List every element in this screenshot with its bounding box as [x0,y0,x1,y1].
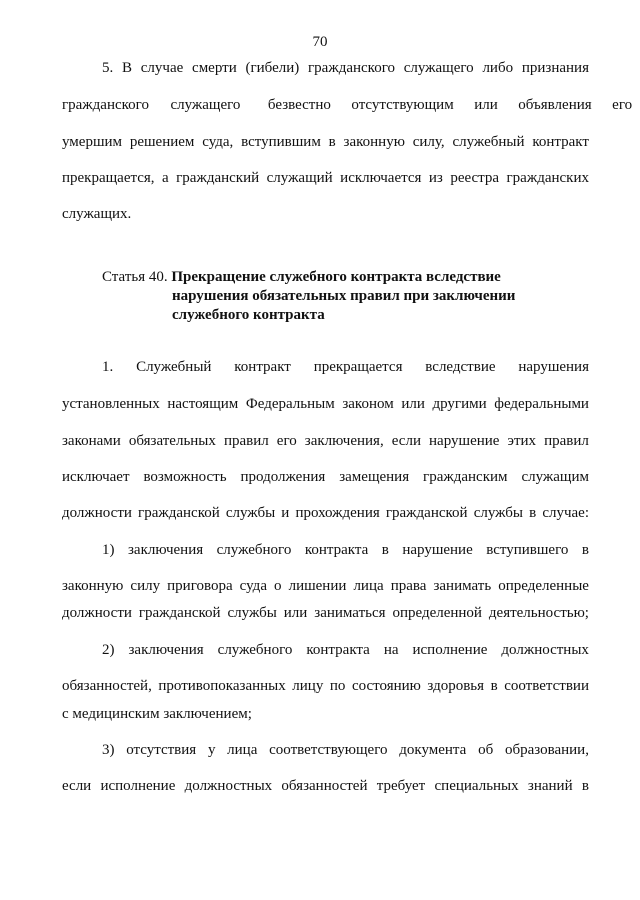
word: обязательных [128,433,216,449]
word: служащим [521,469,589,485]
text-line [62,776,589,796]
word: лица [353,578,384,594]
word: случае: [542,505,589,521]
word: этих [507,433,537,449]
word: умершим [62,134,123,150]
word: возможность [143,469,227,485]
word: гражданский [176,170,260,186]
word: признания [521,60,589,76]
word: на [383,642,399,658]
text-line [62,394,589,414]
text-line [62,603,589,623]
article-heading [102,268,501,287]
word: 1) [102,542,115,558]
word: по [329,678,346,694]
text-line [102,540,589,560]
word: в [529,505,537,521]
word: определенной [392,605,482,621]
word: соответствии [504,678,589,694]
word: либо [482,60,514,76]
word: продолжения [240,469,326,485]
word: противопоказанных [158,678,286,694]
word: отсутствующим [351,97,454,113]
word: другими [432,396,487,412]
word: силу [130,578,161,594]
word: суда, [202,134,234,150]
word: соответствующего [269,742,388,758]
text-line: с медицинским заключением; [62,706,252,722]
word: гражданских [506,170,589,186]
word: службы [473,505,524,521]
word: если [62,778,92,794]
word: нарушение [429,433,500,449]
word: или [283,605,308,621]
word: у [207,742,216,758]
word: должностных [501,642,589,658]
word: в [328,134,336,150]
word: В [122,60,133,76]
word: законами [62,433,121,449]
word: заключения [128,642,204,658]
article-title-line: Прекращение служебного контракта вследствие [171,269,501,285]
word: лицу [292,678,324,694]
word: службы [225,505,276,521]
word: гражданской [138,605,221,621]
word: (гибели) [245,60,300,76]
text-line [62,132,589,152]
word: деятельностью; [488,605,589,621]
word: исполнение [412,642,488,658]
word: знаний [527,778,573,794]
word: гражданского [308,60,395,76]
word: заниматься [314,605,386,621]
word: Служебный [136,359,212,375]
word: служащий [266,170,333,186]
word: 2) [102,642,115,658]
word: лица [227,742,258,758]
text-line [62,95,633,115]
word: случае [140,60,184,76]
word: установленных [62,396,160,412]
page-number: 70 [312,34,328,50]
article-label: Статья 40. [102,269,168,285]
word: 5. [102,60,114,76]
word: о [274,578,282,594]
word: правил [544,433,589,449]
word: суда [239,578,267,594]
word: или [401,396,425,412]
word: нарушение [402,542,473,558]
word: лишении [288,578,347,594]
word: а [162,170,169,186]
word: гражданской [138,505,220,521]
word: заключения, [304,433,384,449]
word: контракт [234,359,291,375]
text-line [62,467,589,487]
text-line [62,576,589,596]
word: служащего [403,60,474,76]
word: его [276,433,297,449]
word: должностных [184,778,273,794]
word: служебного [217,642,293,658]
word: служебный [452,134,525,150]
word: должности [62,605,132,621]
word: обязанностей [281,778,368,794]
word: контракта [306,642,370,658]
text-line [62,503,589,523]
word: силу, [412,134,445,150]
word: здоровья [427,678,485,694]
word: правил [223,433,269,449]
word: документа [399,742,467,758]
text-line: служащих. [62,206,132,222]
word: в [581,778,589,794]
word: обязанностей, [62,678,152,694]
word: если [391,433,421,449]
text-line [102,58,589,78]
text-line [102,357,589,377]
word: замещения [339,469,410,485]
word: безвестно [267,97,331,113]
word: в [381,542,389,558]
word: 1. [102,359,114,375]
word: гражданского [62,97,149,113]
word: права [390,578,427,594]
word: состоянию [351,678,421,694]
word: должности [62,505,132,521]
word: в [490,678,498,694]
word: исполнение [100,778,176,794]
word: его [612,97,633,113]
word: гражданской [385,505,468,521]
article-title-line: служебного контракта [172,307,325,323]
word: из [428,170,443,186]
text-line [102,740,589,760]
word: и [281,505,290,521]
word: законом [342,396,394,412]
word: отсутствия [126,742,197,758]
word: вследствие [425,359,496,375]
word: 3) [102,742,115,758]
word: Федеральным [245,396,335,412]
word: исключается [340,170,422,186]
text-line [62,431,589,451]
text-line [62,676,589,696]
word: занимать [433,578,492,594]
word: образовании, [504,742,589,758]
word: реестра [450,170,500,186]
word: смерти [192,60,237,76]
word: об [478,742,494,758]
word: прекращается, [62,170,155,186]
text-line [102,640,589,660]
word: специальных [434,778,519,794]
word: прохождения [295,505,380,521]
word: заключения [127,542,204,558]
article-title-line: нарушения обязательных правил при заключении [172,288,516,304]
word: нарушения [518,359,589,375]
word: федеральными [494,396,589,412]
word: настоящим [167,396,239,412]
word: определенные [498,578,589,594]
word: гражданским [423,469,508,485]
word: служебного [216,542,292,558]
word: законную [343,134,405,150]
word: контракта [304,542,369,558]
word: исключает [62,469,130,485]
word: служащего [170,97,241,113]
word: службы [227,605,277,621]
word: прекращается [313,359,403,375]
word: вступившего [486,542,569,558]
word: вступившим [241,134,321,150]
word: или [474,97,498,113]
word: в [581,542,589,558]
word: приговора [167,578,233,594]
word: объявления [518,97,592,113]
word: контракт [532,134,589,150]
text-line [62,168,589,188]
word: законную [62,578,124,594]
word: решением [129,134,195,150]
word: требует [376,778,426,794]
